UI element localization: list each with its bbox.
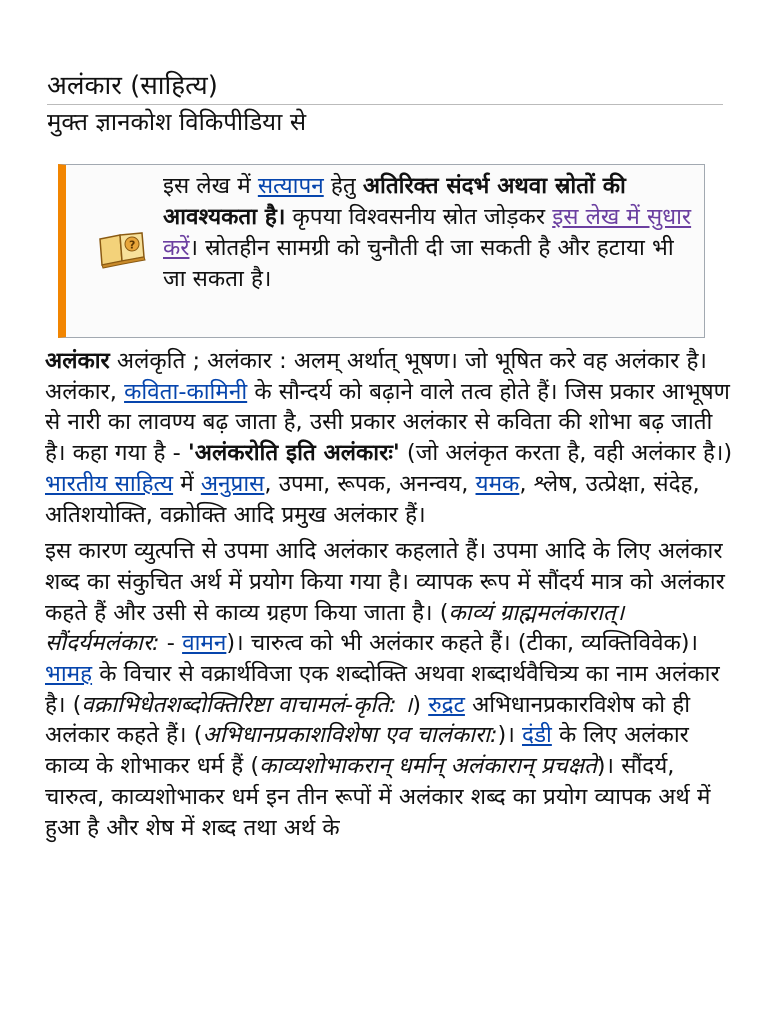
link-yamak[interactable]: यमक xyxy=(475,470,520,497)
svg-text:?: ? xyxy=(129,238,136,252)
article-body xyxy=(45,346,735,849)
verification-link[interactable]: सत्यापन xyxy=(257,173,324,199)
bold-quote: 'अलंकरोति इति अलंकारः' xyxy=(187,440,400,467)
text: इस कारण व्युत्पत्ति से उपमा आदि अलंकार कहलाते हैं। उपमा आदि के लिए अलंकार शब्द का संकुचित अर्थ में प्रयोग किया गया है। व्यापक रूप में सौंदर्य मात्र को अलंकार कहते हैं और उसी से काव्य ग्रहण किया जाता है। ( xyxy=(45,538,725,626)
italic-quote: काव्यं ग्राह्ममलंकारात्। सौंदर्यमलंकार: xyxy=(45,599,625,657)
text: में xyxy=(173,470,201,497)
page-subtitle: मुक्त ज्ञानकोश विकिपीडिया से xyxy=(47,108,307,136)
link-kavita-kamini[interactable]: कविता-कामिनी xyxy=(124,378,248,405)
refimprove-notice-box xyxy=(58,164,705,338)
text: (जो अलंकृत करता है, वही अलंकार है।) xyxy=(399,440,733,467)
bold-term: अलंकार xyxy=(45,348,110,374)
notice-text-4: । स्रोतहीन सामग्री को चुनौती दी जा सकती है और हटाया भी जा सकता है। xyxy=(163,235,674,292)
link-anupras[interactable]: अनुप्रास xyxy=(200,470,265,497)
text: , उपमा, रूपक, अनन्वय, xyxy=(264,470,476,497)
page-title: अलंकार (साहित्य) xyxy=(47,70,723,105)
text: ) xyxy=(412,691,429,718)
text: अभिधानप्रकारविशेष को ही अलंकार कहते हैं। ( xyxy=(45,691,691,749)
notice-text xyxy=(163,171,703,295)
paragraph-1 xyxy=(45,346,735,530)
notice-text-3: कृपया विश्वसनीय स्रोत जोड़कर xyxy=(285,204,553,230)
notice-text-1: इस लेख में xyxy=(163,173,258,199)
notice-bold-text: अतिरिक्त संदर्भ अथवा स्रोतों की आवश्यकता है। xyxy=(163,173,626,230)
text: )। xyxy=(497,722,523,749)
link-rudrat[interactable]: रुद्रट xyxy=(428,691,465,718)
text: )। चारुत्व को भी अलंकार कहते हैं। (टीका, व्यक्तिविवेक)। xyxy=(226,630,699,657)
italic-quote: वक्राभिधेतशब्दोक्तिरिष्टा वाचामलं-कृति: । xyxy=(81,691,413,718)
text: , श्लेष, उत्प्रेक्षा, संदेह, अतिशयोक्ति, वक्रोक्ति आदि प्रमुख अलंकार हैं। xyxy=(45,470,700,528)
improve-article-link[interactable]: इस लेख में सुधार करें xyxy=(163,204,692,261)
link-bhamah[interactable]: भामह xyxy=(45,661,93,688)
book-question-icon xyxy=(96,227,148,269)
text: के विचार से वक्रार्थविजा एक शब्दोक्ति अथवा शब्दार्थवैचित्र्य का नाम अलंकार है। ( xyxy=(45,661,720,718)
link-dandi[interactable]: दंडी xyxy=(522,722,552,749)
italic-quote: अभिधानप्रकाशविशेषा एव चालंकारा: xyxy=(202,722,498,749)
link-bharatiya-sahitya[interactable]: भारतीय साहित्य xyxy=(45,470,174,497)
text: के सौन्दर्य को बढ़ाने वाले तत्व होते हैं। जिस प्रकार आभूषण से नारी का लावण्य बढ़ जाता है, उसी प्रकार अलंकार से कविता की शोभा बढ़ जाती है। कहा गया है - xyxy=(45,378,730,467)
text: - xyxy=(159,630,183,657)
text: अलंकृति ; अलंकार : अलम् अर्थात् भूषण। जो भूषित करे वह अलंकार है। अलंकार, xyxy=(45,348,707,405)
link-vaman[interactable]: वामन xyxy=(182,630,227,657)
text: के लिए अलंकार काव्य के शोभाकर धर्म हैं ( xyxy=(45,722,689,780)
italic-quote: काव्यशोभाकरान् धर्मान् अलंकारान् प्रचक्षते xyxy=(259,753,597,780)
paragraph-2 xyxy=(45,536,735,843)
text: )। सौंदर्य, चारुत्व, काव्यशोभाकर धर्म इन तीन रूपों में अलंकार शब्द का प्रयोग व्यापक अर्थ में हुआ है और शेष में शब्द तथा अर्थ के xyxy=(45,753,711,841)
notice-text-2: हेतु xyxy=(323,173,363,199)
